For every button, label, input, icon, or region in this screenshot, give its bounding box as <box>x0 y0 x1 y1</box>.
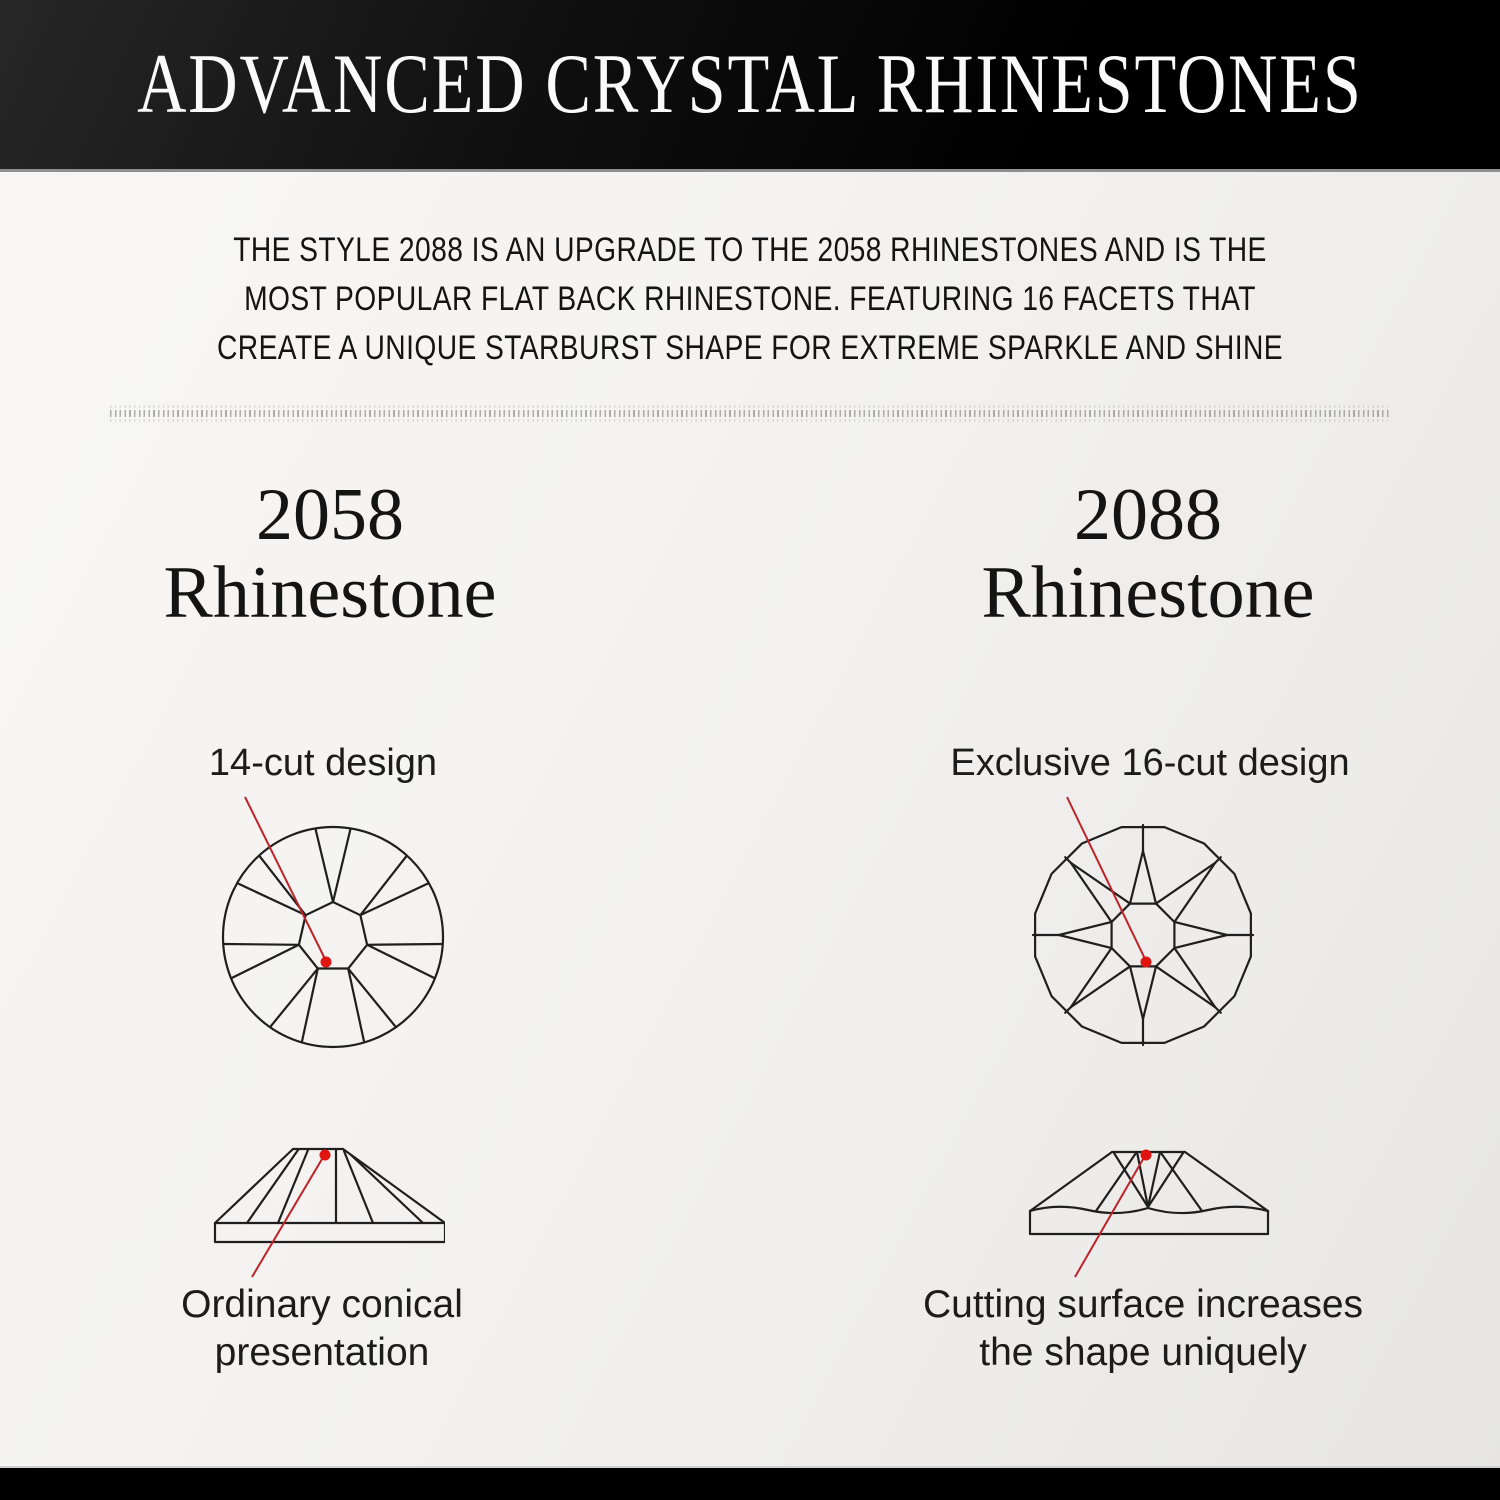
rhinestone-2058-top-view-icon <box>211 815 455 1059</box>
dotted-divider <box>110 410 1390 417</box>
intro-line-2: MOST POPULAR FLAT BACK RHINESTONE. FEATURING 16 FACETS THAT <box>244 280 1256 318</box>
rhinestone-2088-side-view-icon <box>1020 1140 1270 1240</box>
rhinestone-2088-top-view-icon <box>1021 813 1265 1057</box>
label-16-cut-design: Exclusive 16-cut design <box>950 742 1350 784</box>
rhinestone-2058-side-view-icon <box>205 1145 445 1250</box>
model-number-2058: 2058 <box>256 474 404 556</box>
caption-cutting-surface <box>843 1281 1443 1377</box>
model-number-2088: 2088 <box>1074 474 1222 556</box>
intro-line-1: THE STYLE 2088 IS AN UPGRADE TO THE 2058 RHINESTONES AND IS THE <box>233 231 1267 269</box>
caption-cutting-line-2: the shape uniquely <box>979 1331 1307 1374</box>
intro-line-3: CREATE A UNIQUE STARBURST SHAPE FOR EXTREME SPARKLE AND SHINE <box>216 329 1284 367</box>
heading-2088 <box>848 476 1448 632</box>
caption-cutting-line-1: Cutting surface increases <box>922 1283 1364 1326</box>
label-14-cut-design: 14-cut design <box>208 742 438 784</box>
caption-ordinary-line-2: presentation <box>214 1331 430 1374</box>
caption-ordinary-conical <box>22 1281 622 1377</box>
page-title: ADVANCED CRYSTAL RHINESTONES <box>137 36 1363 131</box>
caption-ordinary-line-1: Ordinary conical <box>181 1283 463 1326</box>
header-banner <box>0 0 1500 172</box>
model-name-2058: Rhinestone <box>163 552 497 634</box>
model-name-2088: Rhinestone <box>981 552 1315 634</box>
intro-paragraph <box>0 226 1500 373</box>
footer-band <box>0 1466 1500 1500</box>
heading-2058 <box>30 476 630 632</box>
